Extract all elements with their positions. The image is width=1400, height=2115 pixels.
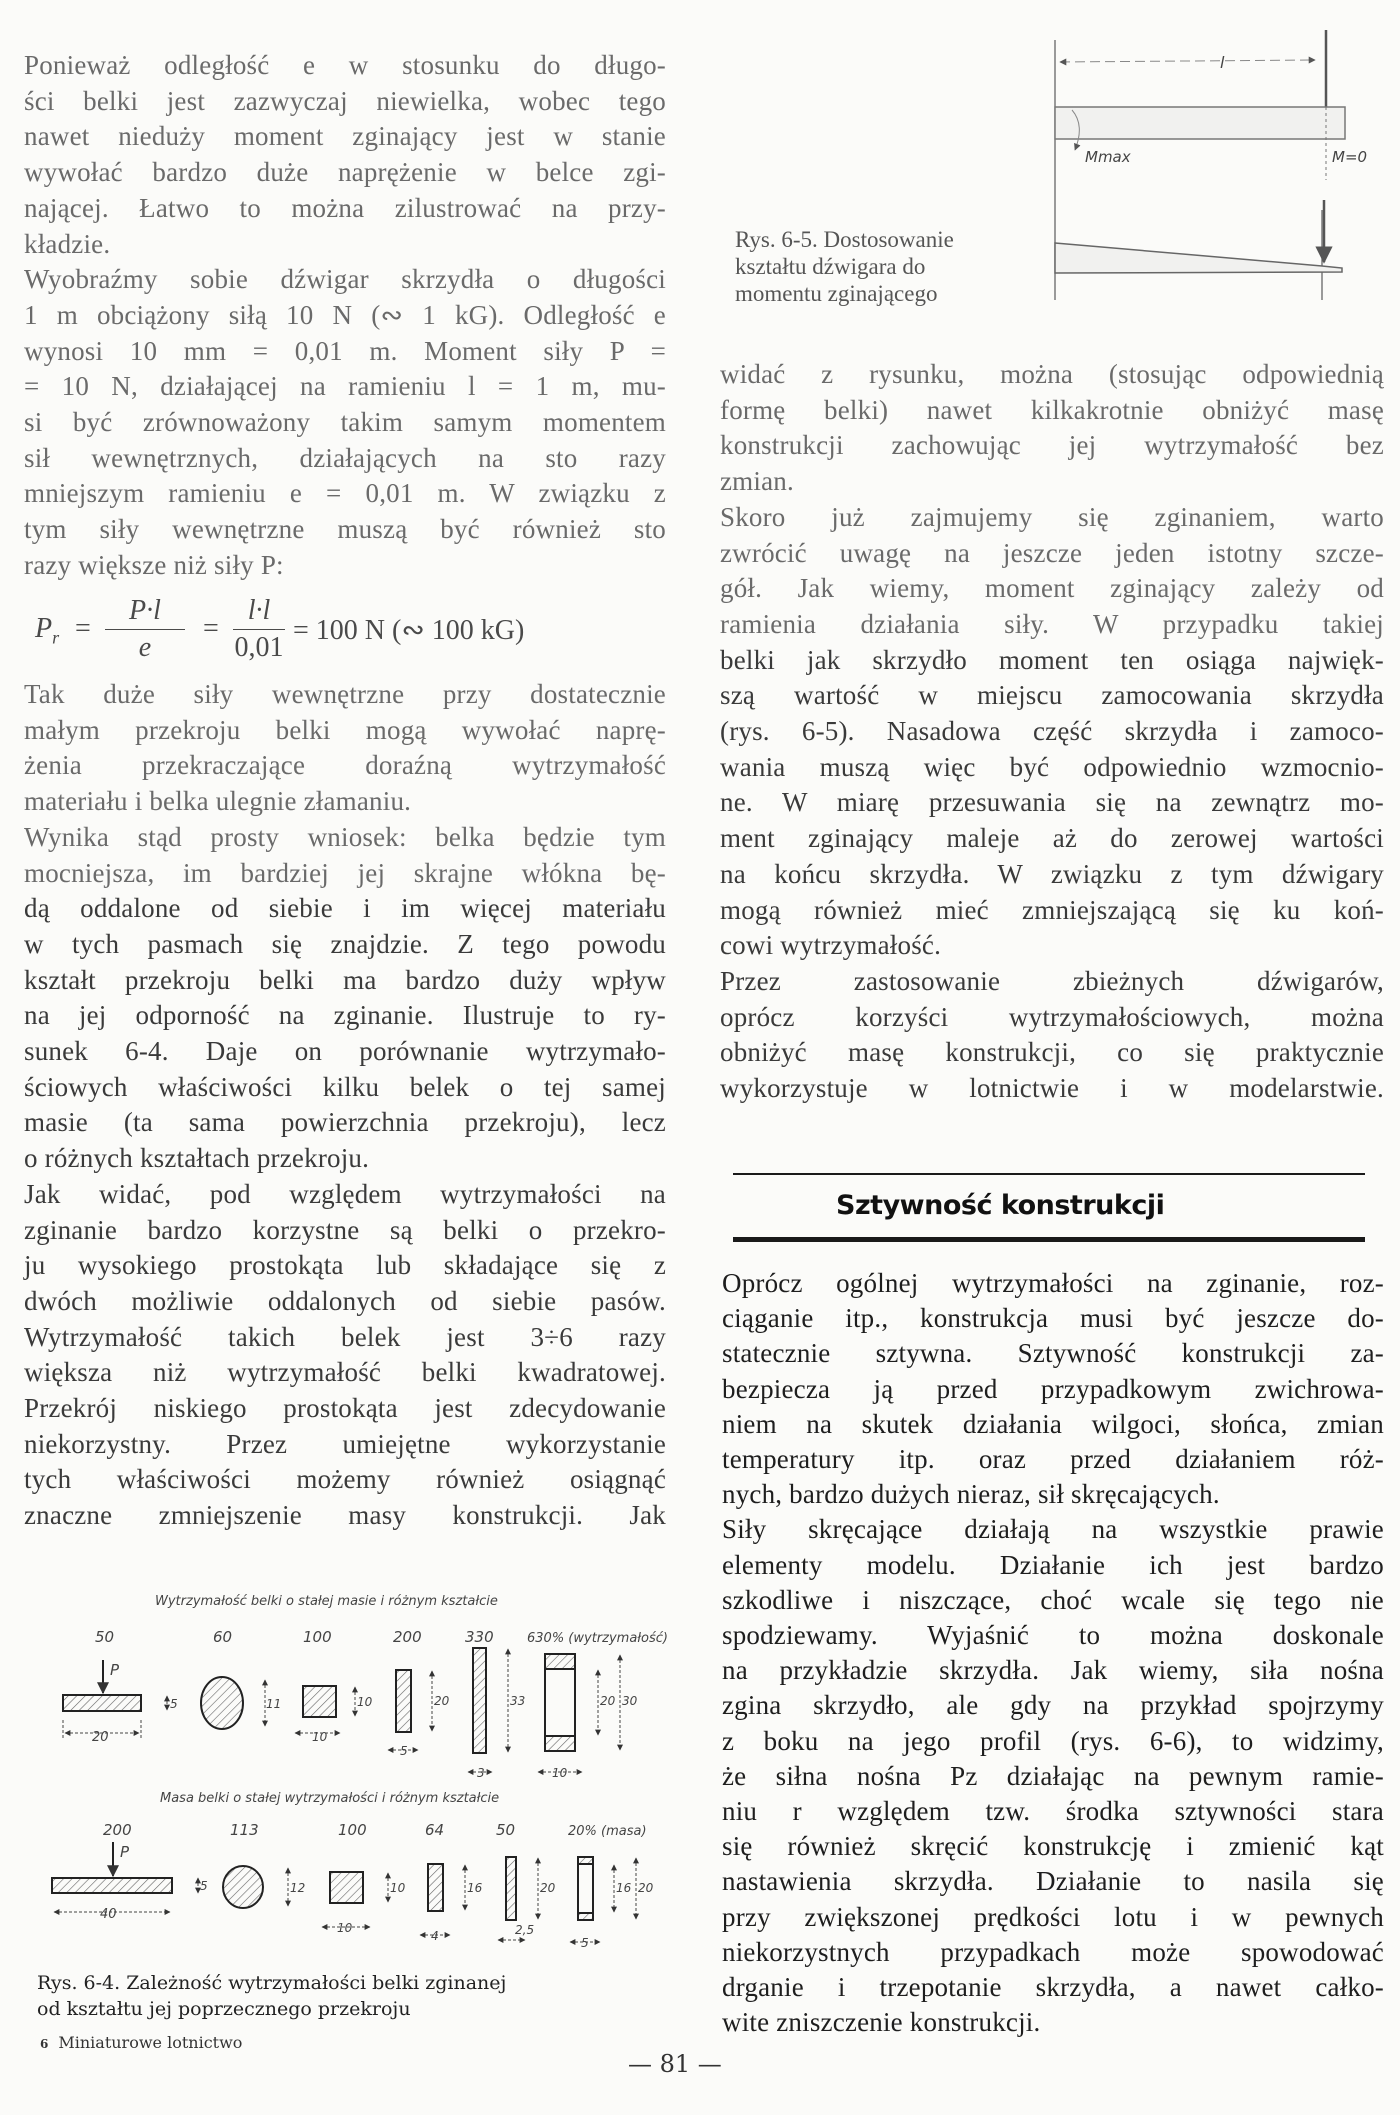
text-line: przy zwiększonej prędkości lotu i w pewnych <box>722 1901 1384 1932</box>
text-line: znaczne zmniejszenie masy konstrukcji. Jak <box>24 1500 666 1531</box>
text-line: Skoro już zajmujemy się zginaniem, warto <box>720 501 1384 532</box>
text-line: że siłna nośna Pz działając na pewnym ramie- <box>722 1760 1384 1791</box>
text-line: zmian. <box>720 466 794 497</box>
svg-text:100: 100 <box>303 1628 332 1646</box>
cross-section-diagram <box>0 1560 700 1960</box>
text-line: Siły skręcające działają na wszystkie prawie <box>722 1514 1384 1545</box>
footer-signature <box>40 2033 242 2052</box>
svg-text:630% (wytrzymałość): 630% (wytrzymałość) <box>527 1631 668 1646</box>
text-line: bezpiecza ją przed przypadkowym zwichrowa- <box>722 1373 1384 1404</box>
text-line: na jej odporność na zginanie. Ilustruje to ry- <box>24 1000 666 1031</box>
text-line: Jak widać, pod względem wytrzymałości na <box>24 1178 666 1209</box>
text-line: Przekrój niskiego prostokąta jest zdecydowanie <box>24 1393 666 1423</box>
svg-text:20: 20 <box>638 1881 654 1895</box>
svg-text:16: 16 <box>616 1881 632 1895</box>
text-line: tych właściwości możemy również osiągnąć <box>24 1464 666 1495</box>
text-line: ramienia działania siły. W przypadku takiej <box>720 608 1384 639</box>
text-line: większa niż wytrzymałość belki kwadratowej. <box>24 1357 666 1388</box>
text-line: nych, bardzo dużych nieraz, sił skręcających. <box>722 1479 1220 1510</box>
text-line: obniżyć masę konstrukcji, co się praktycznie <box>720 1037 1384 1068</box>
text-line: ściowych właściwości kilku belek o tej samej <box>24 1071 666 1102</box>
text-line: sił wewnętrznych, działających na sto razy <box>24 442 666 473</box>
svg-text:16: 16 <box>467 1881 483 1895</box>
text-line: niu r względem tzw. środka sztywności stara <box>722 1796 1384 1826</box>
caption-line: kształtu dźwigara do <box>735 254 926 279</box>
section-top-rule <box>733 1173 1365 1175</box>
svg-text:20% (masa): 20% (masa) <box>568 1824 647 1839</box>
text-line: nastawienia skrzydła. Działanie to nasila się <box>722 1866 1384 1897</box>
formula <box>35 585 655 675</box>
svg-text:4: 4 <box>431 1929 439 1943</box>
right-column-lower <box>722 1266 1384 2066</box>
svg-text:Masa belki o stałej wytrzymało: Masa belki o stałej wytrzymałości i różnym kształcie <box>160 1791 500 1806</box>
svg-text:100: 100 <box>338 1821 367 1839</box>
text-line: konstrukcji zachowując jej wytrzymałość bez <box>720 430 1384 461</box>
text-line: na końcu skrzydła. W związku z tym dźwigary <box>720 858 1384 889</box>
formula-fraction-1: P·l e <box>105 595 185 664</box>
text-line: wywołać bardzo duże naprężenie w belce zgi- <box>24 157 666 188</box>
svg-text:Mmax: Mmax <box>1085 148 1131 166</box>
text-line: żenia przekraczające doraźną wytrzymałość <box>24 750 666 781</box>
text-line: w tych pasmach się znajdzie. Z tego powodu <box>24 928 666 959</box>
right-column <box>720 357 1384 1117</box>
svg-text:10: 10 <box>337 1921 353 1935</box>
figure-6-4 <box>0 1560 700 1960</box>
svg-text:50: 50 <box>95 1628 115 1646</box>
svg-text:33: 33 <box>510 1694 526 1708</box>
svg-text:200: 200 <box>393 1628 422 1646</box>
text-line: niem na skutek działania wilgoci, słońca, zmian <box>722 1408 1384 1439</box>
svg-text:10: 10 <box>390 1881 406 1895</box>
text-line: mogą również mieć zmniejszającą się ku koń- <box>720 894 1384 925</box>
text-line: ne. W miarę przesuwania się na zewnątrz mo- <box>720 787 1384 818</box>
text-line: szą wartość w miejscu zamocowania skrzydła <box>720 680 1384 711</box>
text-line: temperatury itp. oraz przed działaniem róż- <box>722 1444 1384 1474</box>
svg-text:20: 20 <box>600 1694 616 1708</box>
text-line: mocniejsza, im bardziej jej skrajne włókna bę- <box>24 857 666 888</box>
text-line: dą oddalone od siebie i im więcej materiału <box>24 893 666 924</box>
svg-text:5: 5 <box>170 1697 178 1711</box>
caption-line: Rys. 6-5. Dostosowanie <box>735 227 954 252</box>
text-line: Oprócz ogólnej wytrzymałości na zginanie, roz- <box>722 1268 1384 1298</box>
svg-text:20: 20 <box>540 1881 556 1895</box>
text-line: masie (ta sama powierzchnia przekroju), lecz <box>24 1107 666 1138</box>
text-line: Wytrzymałość takich belek jest 3÷6 razy <box>24 1321 666 1352</box>
svg-text:40: 40 <box>100 1907 117 1922</box>
text-line: widać z rysunku, można (stosując odpowiednią <box>720 359 1384 389</box>
svg-text:5: 5 <box>400 1744 408 1758</box>
beam-moment-diagram <box>1040 30 1370 320</box>
text-line: wykorzystuje w lotnictwie i w modelarstwie. <box>720 1073 1384 1103</box>
text-line: szkodliwe i niszczące, choć wcale się tego nie <box>722 1584 1384 1615</box>
text-line: ment zginający maleje aż do zerowej wartości <box>720 823 1384 854</box>
text-line: ju wysokiego prostokąta lub składające się z <box>24 1250 666 1281</box>
caption-line: Rys. 6-4. Zależność wytrzymałości belki zginanej <box>37 1972 507 1994</box>
text-line: wite zniszczenie konstrukcji. <box>722 2007 1041 2038</box>
section-title: Sztywność konstrukcji <box>836 1190 1165 1221</box>
text-line: Ponieważ odległość e w stosunku do długo- <box>24 50 666 80</box>
text-line: Wynika stąd prosty wniosek: belka będzie tym <box>24 821 666 852</box>
caption-line: momentu zginającego <box>735 281 938 306</box>
text-line: na przykładzie skrzydła. Jak wiemy, siła nośna <box>722 1655 1384 1686</box>
text-line: kształt przekroju belki ma bardzo duży wpływ <box>24 964 666 995</box>
figure-6-5 <box>1040 30 1370 320</box>
text-line: formę belki) nawet kilkakrotnie obniżyć masę <box>720 394 1384 425</box>
svg-text:3: 3 <box>477 1766 485 1780</box>
text-line: wania muszą więc być odpowiednio wzmocnio- <box>720 751 1384 782</box>
text-line: (rys. 6-5). Nasadowa część skrzydła i zamoco- <box>720 716 1384 746</box>
formula-equals: = <box>203 613 219 644</box>
page-number: — 81 — <box>628 2050 722 2078</box>
text-line: o różnych kształtach przekroju. <box>24 1143 370 1174</box>
figure-6-5-caption <box>735 226 954 307</box>
text-line: mniejszym ramieniu e = 0,01 m. W związku z <box>24 478 666 509</box>
text-line: zginanie bardzo korzystne są belki o przekro- <box>24 1214 666 1245</box>
text-line: zgina skrzydło, ale gdy na przykład spojrzymy <box>722 1690 1384 1721</box>
svg-text:P: P <box>110 1661 120 1679</box>
svg-text:l: l <box>1220 53 1225 72</box>
svg-text:200: 200 <box>103 1821 132 1839</box>
text-line: wynosi 10 mm = 0,01 m. Moment siły P = <box>24 335 666 366</box>
svg-text:30: 30 <box>622 1694 638 1708</box>
text-line: Tak duże siły wewnętrzne przy dostatecznie <box>24 679 666 709</box>
svg-text:20: 20 <box>92 1730 109 1745</box>
formula-equals: = <box>75 613 91 644</box>
text-line: się również skręcić konstrukcję i zmienić kąt <box>722 1831 1384 1862</box>
text-line: ciąganie itp., konstrukcja musi być jeszcze do- <box>722 1303 1384 1334</box>
text-line: niekorzystny. Przez umiejętne wykorzystanie <box>24 1428 666 1459</box>
text-line: spodziewamy. Wyjaśnić to można doskonale <box>722 1620 1384 1650</box>
svg-text:5: 5 <box>581 1936 589 1950</box>
text-line: tym siły wewnętrzne muszą być również sto <box>24 514 666 545</box>
text-line: niekorzystnych przypadkach może spowodować <box>722 1936 1384 1967</box>
text-line: sunek 6-4. Daje on porównanie wytrzymało- <box>24 1036 666 1066</box>
svg-text:50: 50 <box>496 1821 516 1839</box>
text-line: si być zrównoważony takim samym momentem <box>24 407 666 437</box>
text-line: oprócz korzyści wytrzymałościowych, można <box>720 1001 1384 1032</box>
formula-result: = 100 N (∾ 100 kG) <box>293 615 525 646</box>
text-line: z boku na jego profil (rys. 6-6), to widzimy, <box>722 1725 1384 1756</box>
figure-6-4-caption <box>37 1970 506 2022</box>
text-line: nawet nieduży moment zginający jest w stanie <box>24 121 666 152</box>
text-line: drganie i trzepotanie skrzydła, a nawet całko- <box>722 1972 1384 2002</box>
text-line: nającej. Łatwo to można zilustrować na przy- <box>24 192 666 223</box>
svg-text:330: 330 <box>465 1628 494 1646</box>
svg-text:2,5: 2,5 <box>515 1923 535 1937</box>
text-line: Przez zastosowanie zbieżnych dźwigarów, <box>720 965 1384 996</box>
text-line: dwóch możliwie oddalonych od siebie pasów. <box>24 1285 666 1316</box>
text-line: razy większe niż siły P: <box>24 549 284 580</box>
section-bottom-rule <box>733 1237 1365 1242</box>
svg-text:113: 113 <box>230 1821 259 1839</box>
text-line: statecznie sztywna. Sztywność konstrukcji za- <box>722 1338 1384 1369</box>
formula-fraction-2: l·l 0,01 <box>234 595 284 663</box>
svg-text:12: 12 <box>290 1881 306 1895</box>
svg-text:60: 60 <box>213 1628 233 1646</box>
text-line: Wyobraźmy sobie dźwigar skrzydła o długości <box>24 264 666 295</box>
left-column-lower <box>24 677 666 1537</box>
formula-lhs: $P_r$ <box>35 613 60 648</box>
text-line: kładzie. <box>24 228 111 259</box>
svg-text:10: 10 <box>312 1730 328 1744</box>
text-line: małym przekroju belki mogą wywołać naprę- <box>24 714 666 745</box>
svg-text:5: 5 <box>200 1879 208 1893</box>
svg-text:P: P <box>120 1843 130 1861</box>
book-title: Miniaturowe lotnictwo <box>58 2033 243 2052</box>
text-line: gół. Jak wiemy, moment zginający zależy od <box>720 573 1384 604</box>
text-line: = 10 N, działającej na ramieniu l = 1 m, mu- <box>24 371 666 402</box>
caption-line: od kształtu jej poprzecznego przekroju <box>37 1998 411 2020</box>
text-line: materiału i belka ulegnie złamaniu. <box>24 786 412 817</box>
svg-text:64: 64 <box>425 1821 445 1839</box>
svg-text:10: 10 <box>552 1766 568 1780</box>
text-line: elementy modelu. Działanie ich jest bardzo <box>722 1549 1384 1580</box>
svg-text:20: 20 <box>434 1694 450 1708</box>
text-line: belki jak skrzydło moment ten osiąga najwięk- <box>720 644 1384 675</box>
svg-text:Wytrzymałość belki o stałej ma: Wytrzymałość belki o stałej masie i różnym kształcie <box>155 1594 498 1609</box>
text-line: zwrócić uwagę na jeszcze jeden istotny szcze- <box>720 537 1384 568</box>
signature-number: 6 <box>40 2037 49 2051</box>
text-line: 1 m obciążony siłą 10 N (∾ 1 kG). Odległość e <box>24 299 666 330</box>
text-line: ści belki jest zazwyczaj niewielka, wobec tego <box>24 85 666 116</box>
svg-text:10: 10 <box>357 1695 373 1709</box>
text-line: cowi wytrzymałość. <box>720 930 942 961</box>
svg-text:M=0: M=0 <box>1332 148 1368 166</box>
svg-text:11: 11 <box>266 1697 282 1711</box>
